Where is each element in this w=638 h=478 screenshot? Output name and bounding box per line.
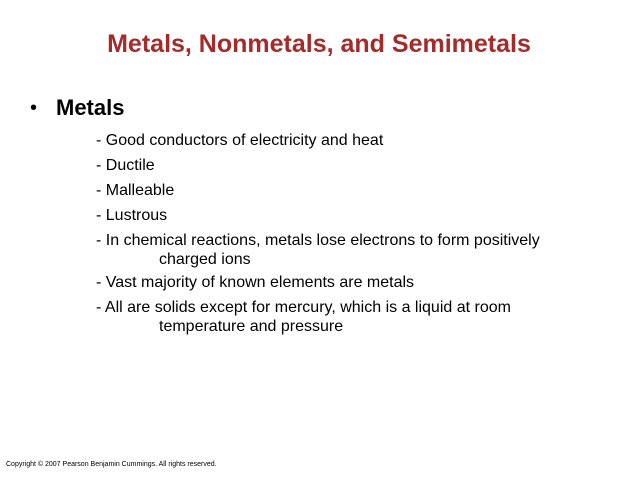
list-item-continuation: temperature and pressure bbox=[159, 318, 344, 335]
slide-title: Metals, Nonmetals, and Semimetals bbox=[107, 30, 531, 58]
list-item: - All are solids except for mercury, which is a liquid at room bbox=[96, 299, 511, 316]
list-item: - In chemical reactions, metals lose electrons to form positively bbox=[96, 232, 540, 249]
bullet-label-metals: Metals bbox=[56, 95, 125, 120]
list-item: - Lustrous bbox=[96, 207, 168, 224]
bullet-heading bbox=[30, 93, 124, 123]
list-item-continuation: charged ions bbox=[159, 251, 251, 268]
list-item: - Ductile bbox=[96, 157, 155, 174]
metal-properties-list bbox=[96, 128, 631, 337]
bullet-marker: • bbox=[30, 97, 38, 119]
copyright-notice: Copyright © 2007 Pearson Benjamin Cummings. All rights reserved. bbox=[6, 461, 217, 468]
list-item: - Vast majority of known elements are metals bbox=[96, 274, 415, 291]
list-item: - Good conductors of electricity and heat bbox=[96, 132, 384, 149]
list-item: - Malleable bbox=[96, 182, 175, 199]
